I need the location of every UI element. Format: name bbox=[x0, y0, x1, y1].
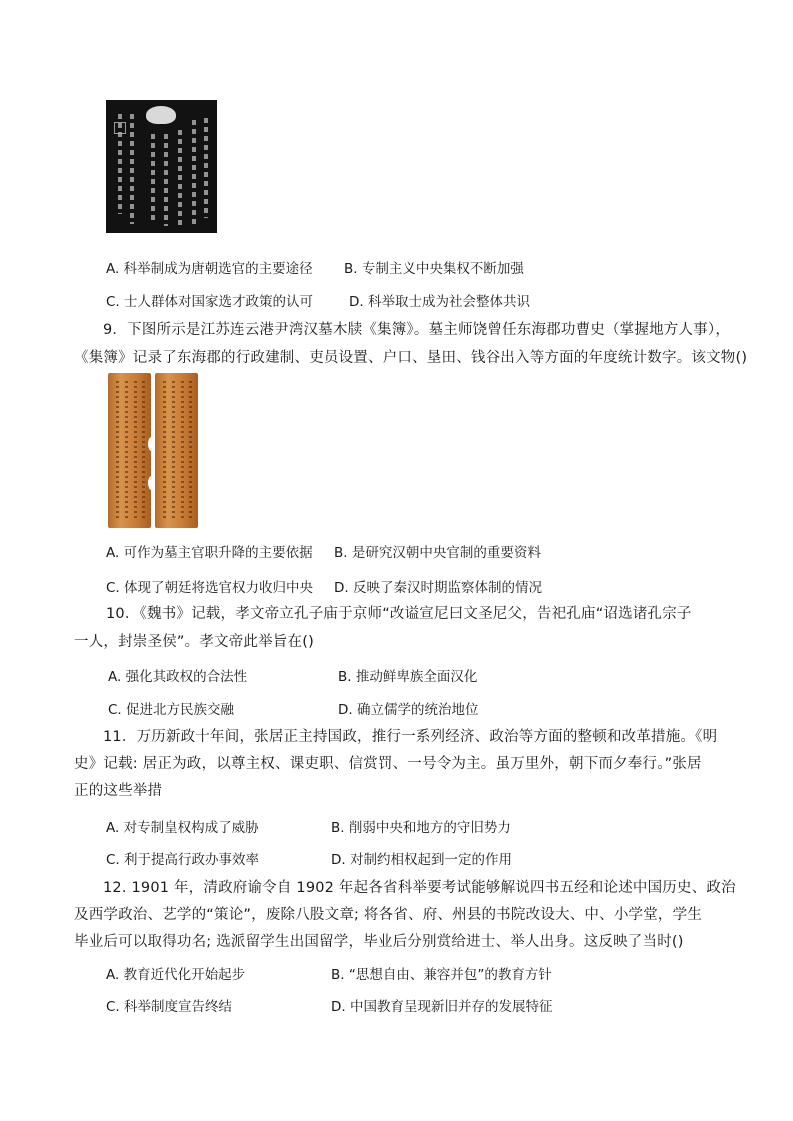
q10-option-b: B. 推动鲜卑族全面汉化 bbox=[338, 669, 478, 685]
q10-option-a: A. 强化其政权的合法性 bbox=[108, 669, 248, 685]
q8-option-b: B. 专制主义中央集权不断加强 bbox=[344, 261, 524, 277]
q12-option-c: C. 科举制度宣告终结 bbox=[106, 999, 233, 1015]
q11-option-d: D. 对制约相权起到一定的作用 bbox=[331, 852, 512, 868]
q8-option-d: D. 科举取士成为社会整体共识 bbox=[349, 294, 530, 310]
q12-stem-line1: 12. 1901 年，清政府谕令自 1902 年起各省科举要考试能够解说四书五经和论述中国历史、政治 bbox=[103, 880, 736, 896]
q11-option-b: B. 削弱中央和地方的守旧势力 bbox=[331, 820, 511, 836]
q11-option-a: A. 对专制皇权构成了威胁 bbox=[106, 820, 259, 836]
q12-stem-line3: 毕业后可以取得功名; 选派留学生出国留学，毕业后分别赏给进士、举人出身。这反映了当时() bbox=[74, 934, 684, 950]
q9-option-c: C. 体现了朝廷将选官权力收归中央 bbox=[106, 580, 314, 596]
q11-stem-line3: 正的这些举措 bbox=[74, 783, 163, 799]
q12-option-d: D. 中国教育呈现新旧并存的发展特征 bbox=[331, 999, 553, 1015]
q12-stem-line2: 及西学政治、艺学的“策论”，废除八股文章; 将各省、府、州县的书院改设大、中、小学堂，学生 bbox=[74, 907, 703, 923]
q12-option-b: B. “思想自由、兼容并包”的教育方针 bbox=[331, 967, 552, 983]
wooden-slips-image bbox=[108, 373, 198, 528]
q11-stem-line2: 史》记载: 居正为政，以尊主权、课吏职、信赏罚、一号令为主。虽万里外，朝下而夕奉行。”张居 bbox=[74, 756, 702, 772]
q12-option-a: A. 教育近代化开始起步 bbox=[106, 967, 246, 983]
q9-option-b: B. 是研究汉朝中央官制的重要资料 bbox=[334, 545, 541, 561]
q10-stem-line2: 一人，封崇圣侯”。孝文帝此举旨在() bbox=[74, 634, 314, 650]
q9-option-d: D. 反映了秦汉时期监察体制的情况 bbox=[334, 580, 542, 596]
q9-stem-line2: 《集簿》记录了东海郡的行政建制、吏员设置、户口、垦田、钱谷出入等方面的年度统计数字。该文物() bbox=[74, 350, 748, 366]
q8-option-c: C. 士人群体对国家选才政策的认可 bbox=[106, 294, 314, 310]
q8-option-a: A. 科举制成为唐朝选官的主要途径 bbox=[106, 261, 313, 277]
stele-rubbing-image bbox=[106, 100, 217, 233]
q9-option-a: A. 可作为墓主官职升降的主要依据 bbox=[106, 545, 313, 561]
q10-option-c: C. 促进北方民族交融 bbox=[108, 702, 235, 718]
q10-option-d: D. 确立儒学的统治地位 bbox=[338, 702, 479, 718]
q9-stem-line1: 9．下图所示是江苏连云港尹湾汉墓木牍《集簿》。墓主师饶曾任东海郡功曹史（掌握地方人事）， bbox=[103, 322, 731, 338]
q11-stem-line1: 11．万历新政十年间，张居正主持国政，推行一系列经济、政治等方面的整顿和改革措施。《明 bbox=[103, 729, 718, 745]
q10-stem-line1: 10．《魏书》记载，孝文帝立孔子庙于京师“改谥宣尼曰文圣尼父，告祀孔庙“诏选诸孔宗子 bbox=[106, 606, 692, 622]
wooden-slip-right bbox=[155, 373, 198, 528]
wooden-slip-left bbox=[108, 373, 151, 528]
q11-option-c: C. 利于提高行政办事效率 bbox=[106, 852, 260, 868]
rubbing-ornament bbox=[146, 106, 176, 124]
